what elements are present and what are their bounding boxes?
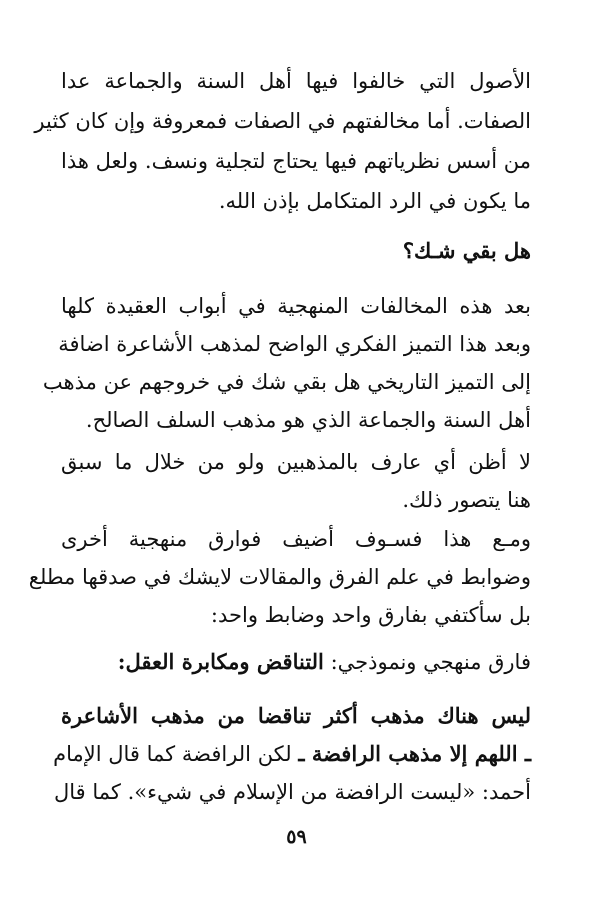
- text-line: ومـع هذا فسـوف أضيف فوارق منهجية أخرى: [61, 527, 531, 551]
- text-line: من أسس نظرياتهم فيها يحتاج لتجلية ونسف. ولعل هذا: [61, 149, 531, 173]
- text-line: الأصول التي خالفوا فيها أهل السنة والجماعة عدا: [61, 69, 531, 93]
- heading-prefix: فارق منهجي ونموذجي:: [323, 650, 531, 674]
- text-line: وبعد هذا التميز الفكري الواضح لمذهب الأشاعرة اضافة: [58, 332, 531, 356]
- text-line: هنا يتصور ذلك.: [402, 488, 531, 512]
- text-line: لا أظن أي عارف بالمذهبين ولو من خلال ما سبق: [61, 450, 531, 474]
- text-line: وضوابط في علم الفرق والمقالات لايشك في صدقها مطلع: [28, 565, 531, 589]
- text-line: إلى التميز التاريخي هل بقي شك في خروجهم عن مذهب: [42, 370, 531, 394]
- section-heading: هل بقي شـك؟: [402, 238, 531, 263]
- text-line: الصفات. أما مخالفتهم في الصفات فمعروفة وإن كان كثير: [34, 109, 531, 133]
- page-number: ٥٩: [286, 826, 307, 848]
- text-line: أحمد: «ليست الرافضة من الإسلام في شيء». كما قال: [53, 780, 531, 804]
- bold-phrase: ـ اللهم إلا مذهب الرافضة ـ: [298, 741, 531, 766]
- text-line: ليس هناك مذهب أكثر تناقضا من مذهب الأشاعرة: [61, 703, 531, 728]
- text-run: لكن الرافضة كما قال الإمام: [53, 742, 299, 766]
- heading-title: التناقض ومكابرة العقل:: [117, 649, 324, 674]
- text-line: بل سأكتفي بفارق واحد وضابط واحد:: [210, 603, 531, 627]
- text-line: [53, 735, 531, 773]
- section-heading: [118, 643, 531, 681]
- text-line: أهل السنة والجماعة الذي هو مذهب السلف الصالح.: [85, 408, 531, 432]
- text-line: ما يكون في الرد المتكامل بإذن الله.: [218, 189, 531, 213]
- text-line: بعد هذه المخالفات المنهجية في أبواب العقيدة كلها: [61, 294, 531, 318]
